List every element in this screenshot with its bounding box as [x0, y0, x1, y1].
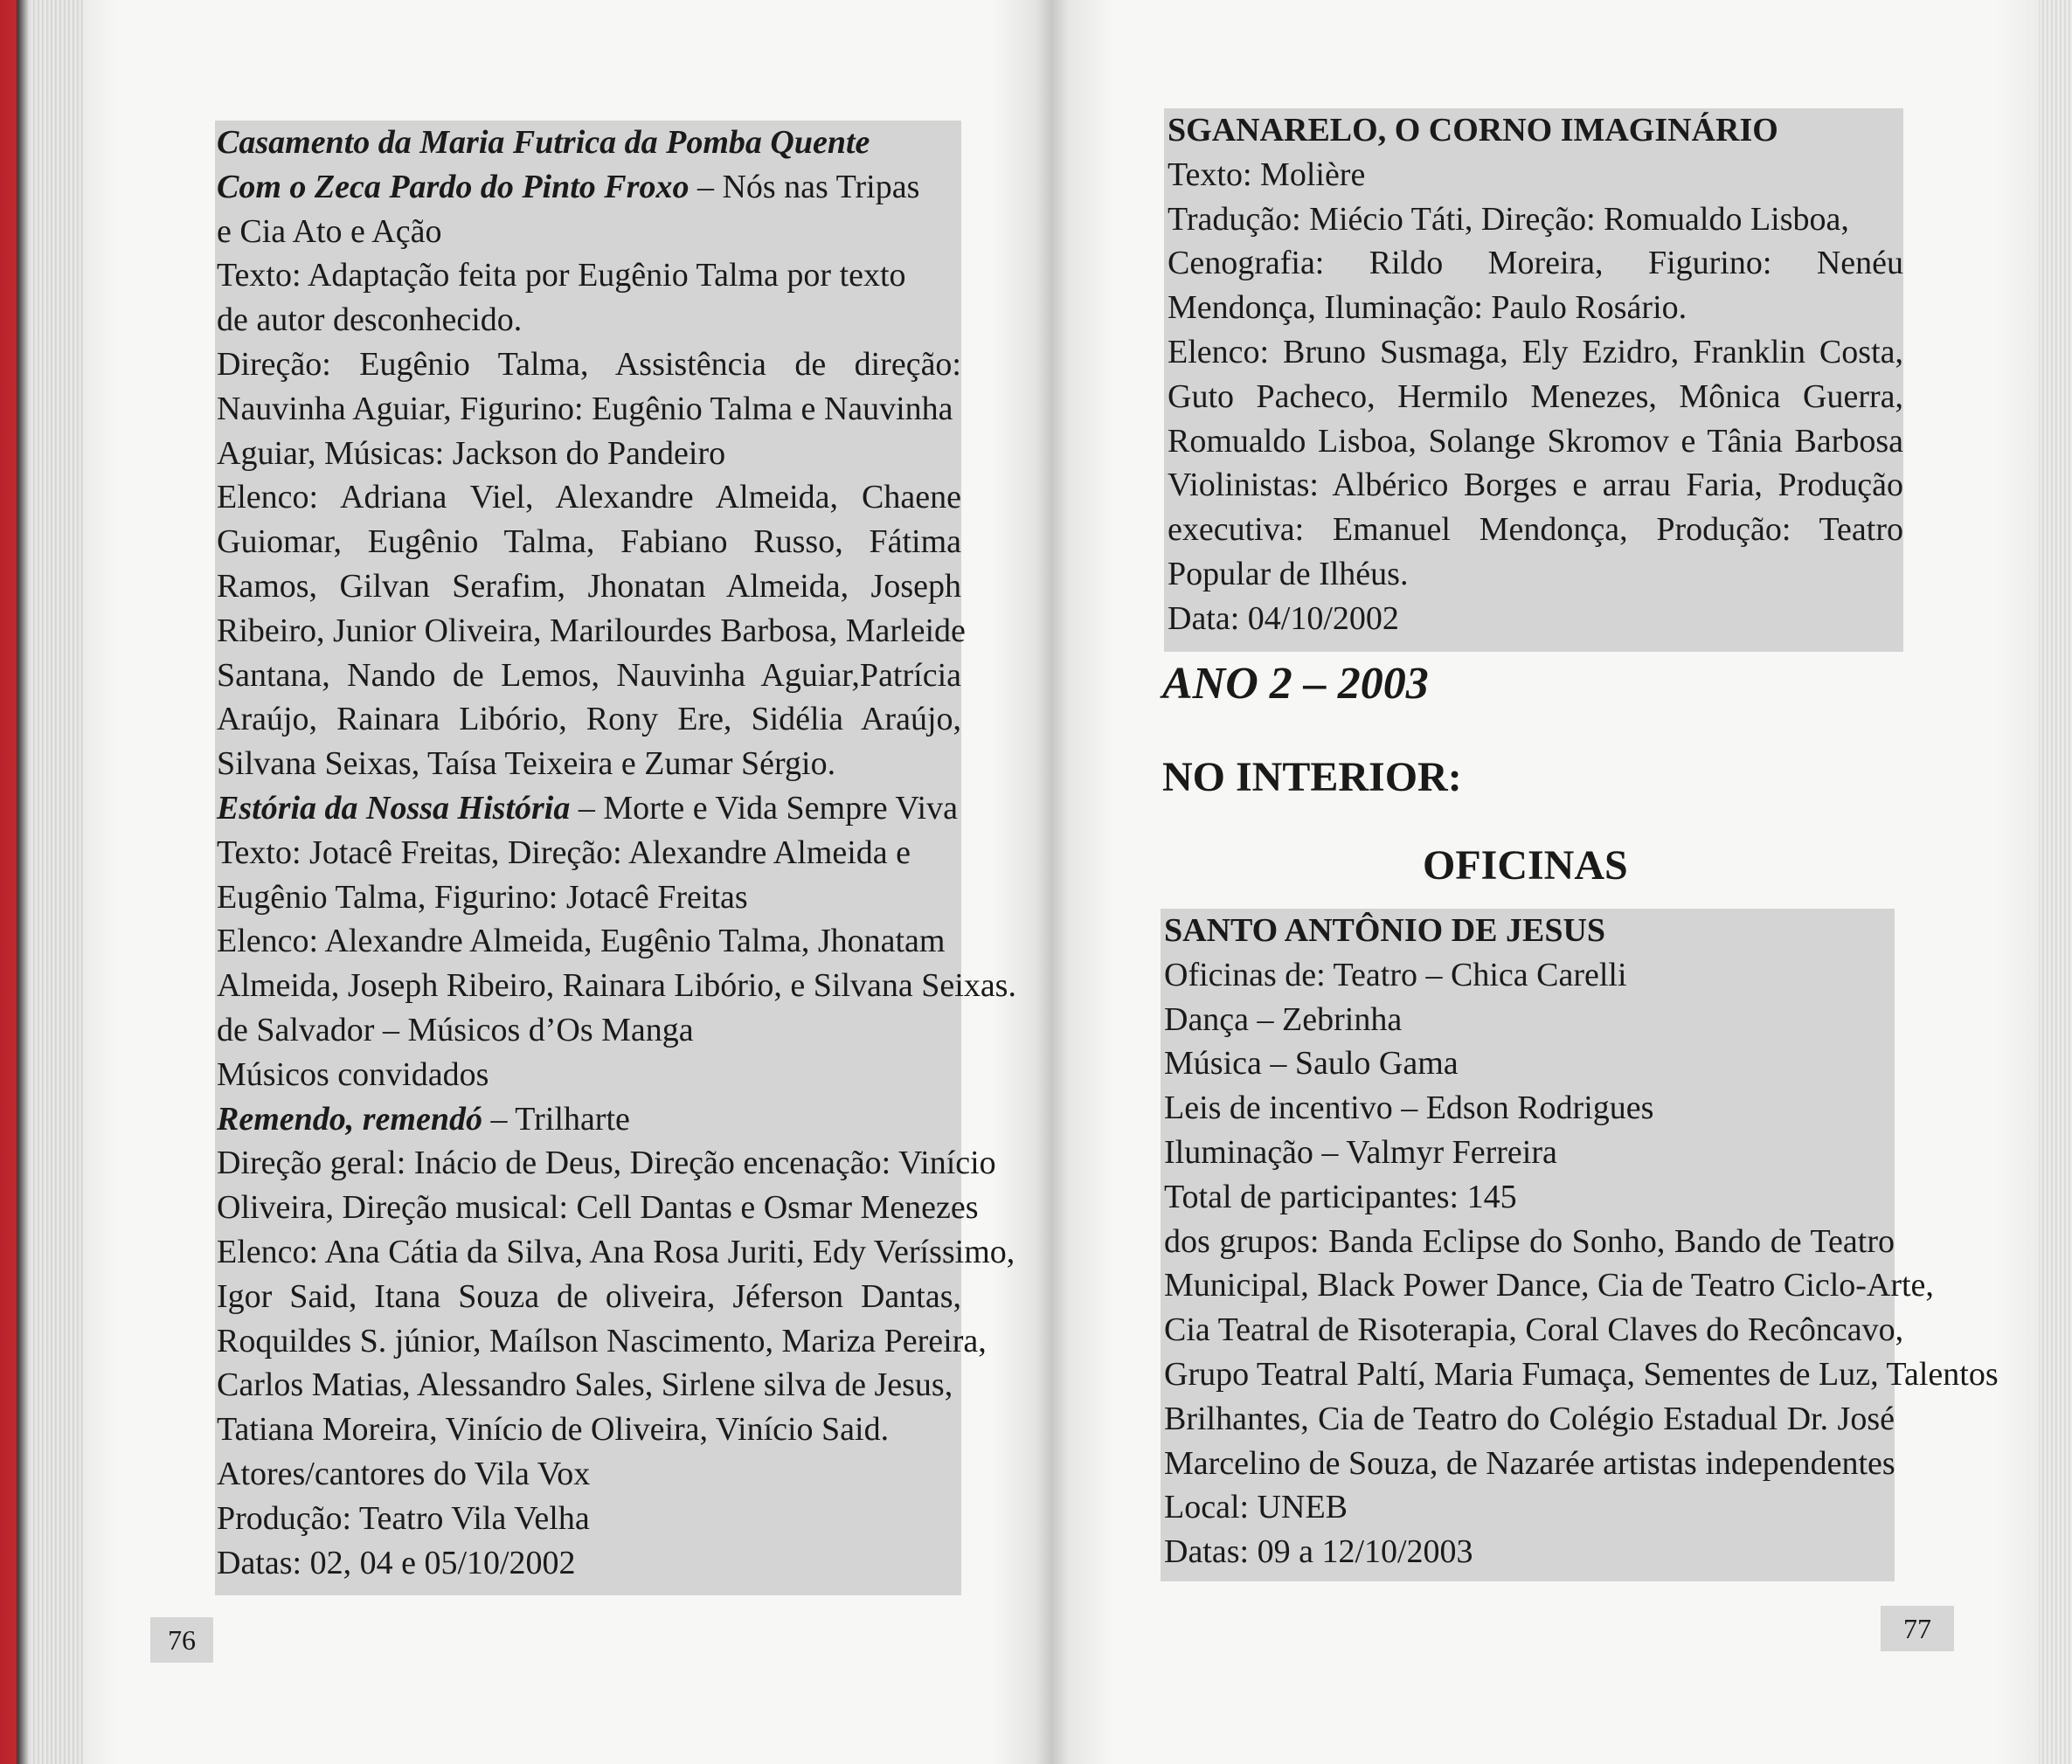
- text-line: Igor Said, Itana Souza de oliveira, Jéferson Dantas,: [217, 1277, 961, 1315]
- text-line: Violinistas: Albérico Borges e arrau Faria, Produção: [1168, 467, 1903, 504]
- year-heading: ANO 2 – 2003: [1162, 659, 1429, 709]
- text-line: Iluminação – Valmyr Ferreira: [1164, 1133, 1557, 1171]
- text-line: Araújo, Rainara Libório, Rony Ere, Sidélia Araújo,: [217, 701, 961, 738]
- text-line: Roquildes S. júnior, Maílson Nascimento, Mariza Pereira,: [217, 1322, 987, 1359]
- text-line: Romualdo Lisboa, Solange Skromov e Tânia Barbosa: [1168, 422, 1903, 460]
- page-number-left: 76: [150, 1617, 213, 1663]
- title-segment: Estória da Nossa História: [217, 789, 571, 827]
- text-line: Grupo Teatral Paltí, Maria Fumaça, Sementes de Luz, Talentos: [1164, 1355, 1999, 1393]
- text-line: Aguiar, Músicas: Jackson do Pandeiro: [217, 434, 726, 472]
- text-line: Leis de incentivo – Edson Rodrigues: [1164, 1090, 1654, 1127]
- text-line: Municipal, Black Power Dance, Cia de Teatro Ciclo-Arte,: [1164, 1267, 1934, 1304]
- text-line: Ramos, Gilvan Serafim, Jhonatan Almeida, Joseph: [217, 567, 961, 605]
- text-line: Tatiana Moreira, Vinício de Oliveira, Vinício Said.: [217, 1411, 890, 1449]
- text-line: Guiomar, Eugênio Talma, Fabiano Russo, Fátima: [217, 523, 961, 561]
- text-line: Santana, Nando de Lemos, Nauvinha Aguiar,Patrícia: [217, 656, 961, 694]
- text-line: Texto: Molière: [1168, 156, 1366, 193]
- text-line: Elenco: Bruno Susmaga, Ely Ezidro, Franklin Costa,: [1168, 333, 1903, 370]
- interior-heading: NO INTERIOR:: [1162, 754, 1462, 800]
- text-line: Silvana Seixas, Taísa Teixeira e Zumar Sérgio.: [217, 745, 836, 783]
- text-segment: – Nós nas Tripas: [689, 168, 920, 205]
- text-segment: – Morte e Vida Sempre Viva: [570, 789, 958, 827]
- text-line: Direção: Eugênio Talma, Assistência de direção:: [217, 345, 961, 383]
- text-line: de autor desconhecido.: [217, 301, 523, 339]
- text-line: de Salvador – Músicos d’Os Manga: [217, 1011, 694, 1048]
- text-line: Dança – Zebrinha: [1164, 1000, 1403, 1038]
- text-line: Brilhantes, Cia de Teatro do Colégio Estadual Dr. José: [1164, 1400, 1895, 1437]
- text-line: Música – Saulo Gama: [1164, 1045, 1459, 1083]
- title-segment: Com o Zeca Pardo do Pinto Froxo: [217, 168, 690, 205]
- text-line: Carlos Matias, Alessandro Sales, Sirlene silva de Jesus,: [217, 1366, 953, 1404]
- text-line: Atores/cantores do Vila Vox: [217, 1455, 591, 1492]
- text-line: Elenco: Alexandre Almeida, Eugênio Talma, Jhonatam: [217, 923, 946, 960]
- text-line: Texto: Adaptação feita por Eugênio Talma por texto: [217, 257, 906, 294]
- text-line: Total de participantes: 145: [1164, 1178, 1517, 1215]
- text-line: Eugênio Talma, Figurino: Jotacê Freitas: [217, 878, 748, 916]
- text-line: Ribeiro, Junior Oliveira, Marilourdes Barbosa, Marleide: [217, 612, 966, 649]
- text-line: Popular de Ilhéus.: [1168, 555, 1409, 592]
- text-line: Produção: Teatro Vila Velha: [217, 1499, 590, 1537]
- text-line: Casamento da Maria Futrica da Pomba Quente: [217, 124, 870, 161]
- text-line: Datas: 02, 04 e 05/10/2002: [217, 1544, 576, 1581]
- text-line: Almeida, Joseph Ribeiro, Rainara Libório, e Silvana Seixas.: [217, 967, 1016, 1005]
- page-edges-right: [2039, 0, 2072, 1764]
- text-line: executiva: Emanuel Mendonça, Produção: Teatro: [1168, 511, 1903, 549]
- text-line: Músicos convidados: [217, 1055, 489, 1093]
- text-line: Nauvinha Aguiar, Figurino: Eugênio Talma e Nauvinha: [217, 390, 953, 427]
- text-line: Tradução: Miécio Táti, Direção: Romualdo Lisboa,: [1168, 200, 1849, 238]
- text-line: Data: 04/10/2002: [1168, 599, 1399, 637]
- text-line: SANTO ANTÔNIO DE JESUS: [1164, 912, 1606, 949]
- text-line: Guto Pacheco, Hermilo Menezes, Mônica Guerra,: [1168, 377, 1903, 415]
- oficinas-heading: OFICINAS: [1423, 842, 1628, 889]
- text-line: dos grupos: Banda Eclipse do Sonho, Bando de Teatro: [1164, 1222, 1895, 1260]
- text-segment: – Trilharte: [482, 1100, 630, 1138]
- text-line: e Cia Ato e Ação: [217, 212, 442, 250]
- text-line: Local: UNEB: [1164, 1489, 1348, 1526]
- text-line: Texto: Jotacê Freitas, Direção: Alexandre Almeida e: [217, 834, 911, 871]
- text-line: Elenco: Ana Cátia da Silva, Ana Rosa Juriti, Edy Veríssimo,: [217, 1233, 1015, 1270]
- left-text-block: [215, 121, 1016, 1595]
- right-text-block-santo-antonio: [1161, 909, 1999, 1581]
- text-line: Mendonça, Iluminação: Paulo Rosário.: [1168, 289, 1687, 327]
- text-line: Marcelino de Souza, de Nazarée artistas independentes: [1164, 1444, 1895, 1482]
- text-line: [215, 165, 961, 210]
- right-text-block-sganarelo: [1164, 108, 1903, 652]
- text-line: [215, 786, 961, 831]
- text-line: Cenografia: Rildo Moreira, Figurino: Nenéu: [1168, 245, 1903, 282]
- text-line: Oliveira, Direção musical: Cell Dantas e Osmar Menezes: [217, 1189, 979, 1227]
- page-edges-left: [30, 0, 83, 1764]
- text-line: Cia Teatral de Risoterapia, Coral Claves do Recôncavo,: [1164, 1311, 1904, 1349]
- text-line: Elenco: Adriana Viel, Alexandre Almeida, Chaene: [217, 479, 961, 516]
- text-line: Datas: 09 a 12/10/2003: [1164, 1533, 1473, 1571]
- text-line: [215, 1097, 961, 1142]
- text-line: Oficinas de: Teatro – Chica Carelli: [1164, 956, 1627, 993]
- text-line: SGANARELO, O CORNO IMAGINÁRIO: [1168, 112, 1778, 149]
- page-number-right: 77: [1881, 1606, 1954, 1651]
- title-segment: Remendo, remendó: [217, 1100, 482, 1138]
- text-line: Direção geral: Inácio de Deus, Direção encenação: Vinício: [217, 1145, 996, 1182]
